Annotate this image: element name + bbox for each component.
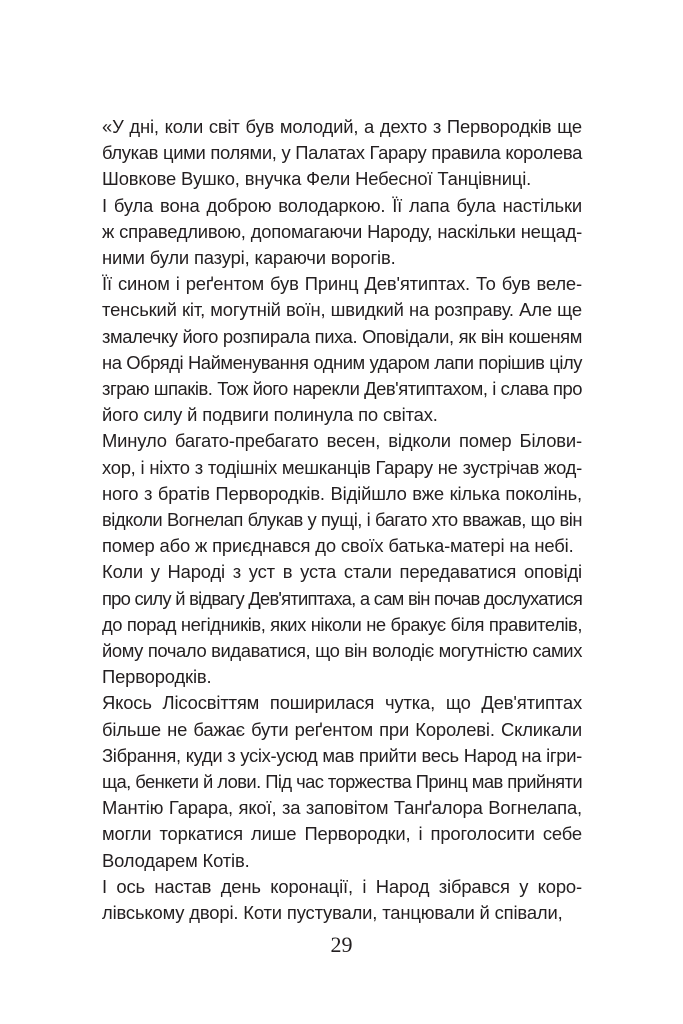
text-line: тенський кіт, могутній воїн, швидкий на розправу. Але ще (102, 299, 582, 321)
text-line: відколи Вогнелап блукав у пущі, і багато хто вважав, що він (102, 509, 582, 531)
text-line: Зібрання, куди з усіх-усюд мав прийти весь Народ на ігри- (102, 744, 582, 766)
text-line: Її сином і реґентом був Принц Дев'ятиптах. То був веле- (102, 273, 582, 295)
text-line: його силу й подвиги полинула по світах. (102, 404, 438, 426)
text-line: зграю шпаків. Тож його нарекли Дев'ятиптахом, і слава про (102, 378, 582, 400)
text-line: Мантію Гарара, якої, за заповітом Танґалора Вогнелапа, (102, 797, 582, 819)
text-line: більше не бажає бути реґентом при Королеві. Скликали (102, 718, 582, 740)
paragraph (102, 874, 582, 926)
text-line: на Обряді Найменування одним ударом лапи порішив цілу (102, 351, 582, 373)
text-line: ного з братів Первородків. Відійшло вже кілька поколінь, (102, 482, 582, 504)
text-line: лівському дворі. Коти пустували, танцювали й співали, (102, 902, 563, 924)
text-line: могли торкатися лише Первородки, і проголосити себе (102, 823, 582, 845)
text-line: ними були пазурі, караючи ворогів. (102, 247, 396, 269)
body-text (102, 114, 582, 926)
text-line: Коли у Народі з уст в уста стали передаватися оповіді (102, 561, 582, 583)
text-line: Первородків. (102, 666, 212, 688)
text-line: Володарем Котів. (102, 849, 250, 871)
text-line: блукав цими полями, у Палатах Гарару правила королева (102, 142, 582, 164)
paragraph (102, 271, 582, 428)
text-line: ща, бенкети й лови. Під час торжества Принц мав прийняти (102, 771, 582, 793)
text-line: змалечку його розпирала пиха. Оповідали, як він кошеням (102, 325, 582, 347)
text-line: помер або ж приєднався до своїх батька-матері на небі. (102, 535, 574, 557)
text-line: Шовкове Вушко, внучка Фели Небесної Танцівниці. (102, 168, 532, 190)
paragraph (102, 114, 582, 193)
text-line: І ось настав день коронації, і Народ зібрався у коро- (102, 875, 582, 897)
paragraph (102, 428, 582, 559)
text-line: «У дні, коли світ був молодий, а дехто з Первородків ще (102, 116, 582, 137)
text-line: йому почало видаватися, що він володіє могутністю самих (102, 640, 582, 662)
page-number: 29 (330, 932, 353, 957)
text-line: хор, і ніхто з тодішніх мешканців Гарару не зустрічав жод- (102, 456, 582, 478)
text-line: про силу й відвагу Дев'ятиптаха, а сам він почав дослухатися (102, 587, 582, 609)
text-line: Минуло багато-пребагато весен, відколи помер Білови- (102, 430, 582, 452)
paragraph (102, 690, 582, 873)
paragraph (102, 193, 582, 272)
text-line: Якось Лісосвіттям поширилася чутка, що Дев'ятиптах (102, 692, 582, 714)
text-line: до порад негідників, яких ніколи не бракує біля правителів, (102, 613, 582, 635)
paragraph (102, 559, 582, 690)
text-line: ж справедливою, допомагаючи Народу, наскільки нещад- (102, 220, 582, 242)
text-line: І була вона доброю володаркою. Її лапа була настільки (102, 194, 582, 216)
